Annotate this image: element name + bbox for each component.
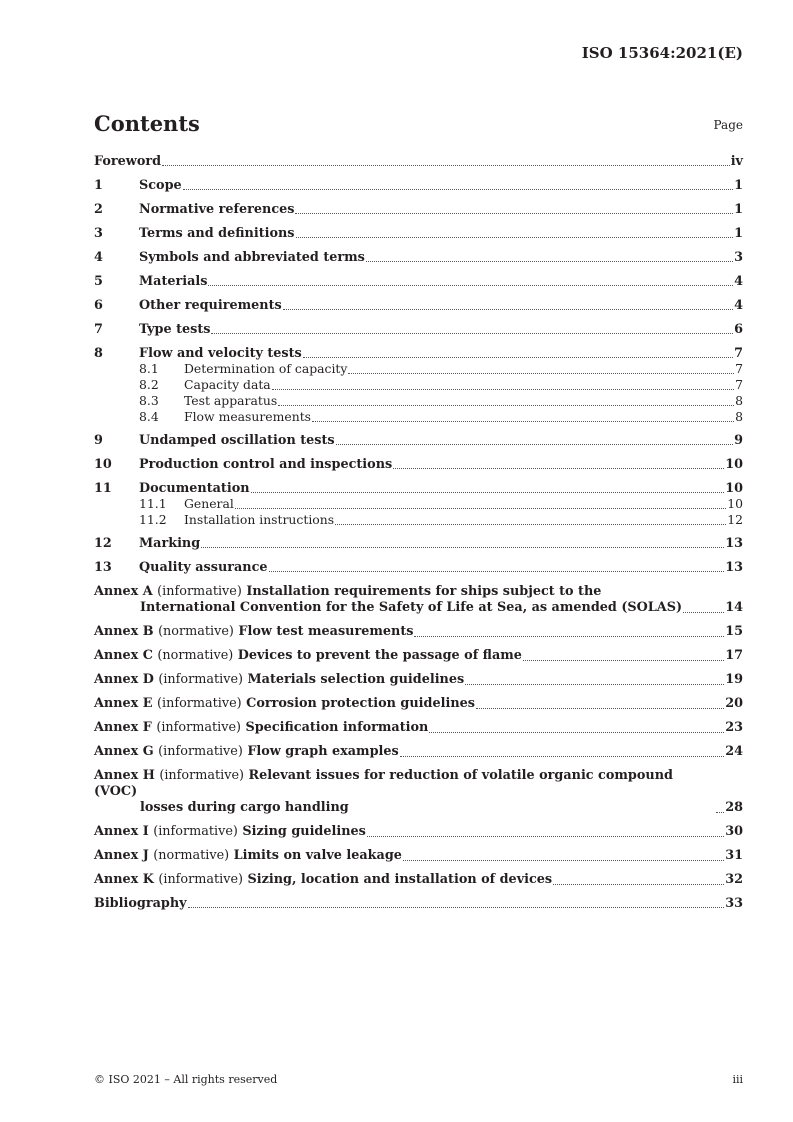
- page-column-label: Page: [713, 118, 743, 132]
- annex-type: (informative): [158, 744, 243, 759]
- leader-dots: [312, 421, 734, 422]
- leader-dots: [251, 492, 725, 493]
- toc-entry-annex-k[interactable]: [94, 872, 743, 888]
- leader-dots: [335, 524, 726, 525]
- clause-number: 13: [94, 560, 112, 575]
- leader-dots: [303, 357, 733, 358]
- toc-entry-subclause-8-4[interactable]: [94, 409, 743, 425]
- annex-type: (informative): [153, 824, 238, 839]
- toc-entry-annex-f[interactable]: [94, 720, 743, 736]
- annex-type: (informative): [157, 584, 242, 599]
- annex-label: Annex B: [94, 624, 154, 639]
- toc-entry-page: 1: [734, 178, 743, 193]
- annex-text: [94, 872, 552, 888]
- subclause-number: 8.3: [139, 393, 159, 408]
- leader-dots: [208, 285, 733, 286]
- subclause-number: 11.2: [139, 512, 167, 527]
- leader-dots: [523, 660, 724, 661]
- toc-entry-page: 1: [734, 226, 743, 241]
- leader-dots: [211, 333, 733, 334]
- toc-entry-page: 8: [735, 409, 743, 424]
- toc-entry-annex-h[interactable]: [94, 768, 743, 816]
- toc-entry-title: Capacity data: [184, 377, 271, 392]
- clause-number: 1: [94, 178, 103, 193]
- subclause-number: 11.1: [139, 496, 167, 511]
- annex-text: [94, 672, 464, 688]
- toc-entry-annex-b[interactable]: [94, 624, 743, 640]
- leader-dots: [367, 836, 724, 837]
- toc-entry-clause-3[interactable]: [94, 226, 743, 241]
- toc-entry-title: Type tests: [139, 322, 211, 337]
- toc-entry-title: Normative references: [139, 202, 295, 217]
- leader-dots: [295, 213, 733, 214]
- toc-entry-page: 10: [725, 481, 743, 496]
- annex-title-line1: Installation requirements for ships subject to the: [246, 584, 602, 599]
- annex-text: [94, 744, 399, 760]
- subclause-number: 8.2: [139, 377, 159, 392]
- leader-dots: [476, 708, 724, 709]
- page-title: Contents: [94, 111, 200, 136]
- toc-entry-page: 3: [734, 250, 743, 265]
- leader-dots: [465, 684, 724, 685]
- page-number: iii: [732, 1073, 743, 1086]
- toc-entry-annex-j[interactable]: [94, 848, 743, 864]
- leader-dots: [393, 468, 724, 469]
- toc-entry-clause-9[interactable]: [94, 433, 743, 448]
- leader-dots: [366, 261, 733, 262]
- annex-title-line2: International Convention for the Safety of Life at Sea, as amended (SOLAS): [140, 600, 682, 615]
- toc-entry-annex-d[interactable]: [94, 672, 743, 688]
- toc-entry-page: 7: [735, 361, 743, 376]
- toc-entry-page: 10: [725, 457, 743, 472]
- toc-entry-title: Bibliography: [94, 896, 187, 911]
- leader-dots: [201, 547, 724, 548]
- toc-entry-subclause-11-2[interactable]: [94, 512, 743, 528]
- clause-number: 9: [94, 433, 103, 448]
- toc-entry-page: 4: [734, 274, 743, 289]
- toc-entry-clause-7[interactable]: [94, 322, 743, 337]
- toc-entry-page: 6: [734, 322, 743, 337]
- toc-entry-page: 17: [725, 648, 743, 663]
- table-of-contents: [94, 154, 743, 911]
- leader-dots: [235, 508, 726, 509]
- leader-dots: [553, 884, 724, 885]
- annex-type: (informative): [159, 768, 245, 783]
- toc-entry-clause-8[interactable]: [94, 346, 743, 361]
- toc-entry-page: 13: [725, 560, 743, 575]
- toc-entry-title: Terms and definitions: [139, 226, 295, 241]
- toc-entry-clause-4[interactable]: [94, 250, 743, 265]
- toc-entry-page: 30: [725, 824, 743, 839]
- toc-entry-annex-i[interactable]: [94, 824, 743, 840]
- annex-title-line1: Relevant issues for reduction of volatile organic compound (VOC): [94, 768, 673, 799]
- toc-entry-title: Determination of capacity: [184, 361, 348, 376]
- annex-type: (informative): [158, 672, 244, 687]
- annex-type: (normative): [153, 848, 230, 863]
- leader-dots: [414, 636, 724, 637]
- annex-text: [94, 848, 402, 864]
- toc-entry-page: 14: [725, 600, 743, 615]
- annex-title: Flow graph examples: [247, 744, 399, 759]
- annex-title: Flow test measurements: [238, 624, 414, 639]
- leader-dots: [400, 756, 724, 757]
- toc-entry-clause-11[interactable]: [94, 481, 743, 496]
- toc-entry-title: Quality assurance: [139, 560, 268, 575]
- subclause-number: 8.1: [139, 361, 159, 376]
- annex-text: [94, 696, 475, 712]
- annex-title: Devices to prevent the passage of flame: [237, 648, 522, 663]
- leader-dots: [272, 389, 734, 390]
- toc-entry-page: 31: [725, 848, 743, 863]
- toc-entry-title: Production control and inspections: [139, 457, 393, 472]
- toc-entry-clause-13[interactable]: [94, 560, 743, 575]
- toc-entry-title: Other requirements: [139, 298, 282, 313]
- annex-label: Annex J: [94, 848, 149, 863]
- annex-type: (informative): [156, 720, 242, 735]
- toc-entry-subclause-8-3[interactable]: [94, 393, 743, 409]
- clause-number: 6: [94, 298, 103, 313]
- annex-label: Annex C: [94, 648, 153, 663]
- copyright-notice: © ISO 2021 – All rights reserved: [94, 1073, 278, 1086]
- toc-entry-foreword[interactable]: [94, 154, 743, 169]
- annex-type: (informative): [158, 872, 244, 887]
- clause-number: 10: [94, 457, 112, 472]
- leader-dots: [162, 165, 730, 166]
- annex-text: [94, 624, 413, 640]
- toc-entry-annex-g[interactable]: [94, 744, 743, 760]
- toc-entry-page: 12: [727, 512, 743, 527]
- toc-entry-annex-e[interactable]: [94, 696, 743, 712]
- annex-label: Annex K: [94, 872, 154, 887]
- leader-dots: [429, 732, 724, 733]
- annex-text: [94, 824, 366, 840]
- toc-entry-page: 33: [725, 896, 743, 911]
- annex-title: Limits on valve leakage: [233, 848, 402, 863]
- annex-title: Corrosion protection guidelines: [246, 696, 475, 711]
- annex-text: [94, 648, 522, 664]
- toc-entry-title: Flow measurements: [184, 409, 312, 424]
- toc-entry-clause-2[interactable]: [94, 202, 743, 217]
- toc-entry-title: Undamped oscillation tests: [139, 433, 335, 448]
- annex-label: Annex F: [94, 720, 152, 735]
- clause-number: 2: [94, 202, 103, 217]
- leader-dots: [183, 189, 733, 190]
- leader-dots: [348, 373, 734, 374]
- annex-title: Sizing, location and installation of devices: [247, 872, 553, 887]
- toc-entry-title: Foreword: [94, 154, 162, 169]
- toc-entry-page: 7: [735, 377, 743, 392]
- clause-number: 12: [94, 536, 112, 551]
- annex-title-line2: losses during cargo handling: [140, 800, 349, 815]
- annex-type: (normative): [158, 624, 234, 639]
- toc-entry-clause-6[interactable]: [94, 298, 743, 313]
- toc-entry-title: Documentation: [139, 481, 250, 496]
- toc-entry-page: 13: [725, 536, 743, 551]
- clause-number: 8: [94, 346, 103, 361]
- clause-number: 5: [94, 274, 103, 289]
- clause-number: 4: [94, 250, 103, 265]
- toc-entry-page: iv: [730, 154, 743, 169]
- annex-label: Annex G: [94, 744, 154, 759]
- toc-entry-page: 4: [734, 298, 743, 313]
- annex-type: (informative): [157, 696, 242, 711]
- leader-dots: [336, 444, 734, 445]
- leader-dots: [296, 237, 734, 238]
- toc-entry-page: 32: [725, 872, 743, 887]
- toc-entry-page: 15: [725, 624, 743, 639]
- subclause-number: 8.4: [139, 409, 159, 424]
- annex-type: (normative): [157, 648, 234, 663]
- toc-entry-page: 10: [727, 496, 743, 511]
- toc-entry-page: 19: [725, 672, 743, 687]
- toc-entry-title: General: [184, 496, 234, 511]
- leader-dots: [278, 405, 734, 406]
- toc-entry-clause-1[interactable]: [94, 178, 743, 193]
- toc-entry-title: Test apparatus: [184, 393, 278, 408]
- toc-entry-page: 9: [734, 433, 743, 448]
- toc-entry-title: Installation instructions: [184, 512, 335, 527]
- toc-entry-subclause-11-1[interactable]: [94, 496, 743, 512]
- toc-entry-page: 8: [735, 393, 743, 408]
- toc-entry-clause-10[interactable]: [94, 457, 743, 472]
- annex-title: Specification information: [245, 720, 429, 735]
- toc-entry-page: 7: [734, 346, 743, 361]
- leader-dots: [683, 612, 724, 613]
- toc-entry-bibliography[interactable]: [94, 896, 743, 911]
- leader-dots: [269, 571, 725, 572]
- toc-entry-title: Materials: [139, 274, 208, 289]
- clause-number: 7: [94, 322, 103, 337]
- annex-text: [94, 584, 682, 616]
- leader-dots: [283, 309, 733, 310]
- leader-dots: [188, 907, 725, 908]
- toc-entry-page: 23: [725, 720, 743, 735]
- annex-title: Sizing guidelines: [242, 824, 366, 839]
- annex-label: Annex D: [94, 672, 154, 687]
- toc-entry-title: Marking: [139, 536, 201, 551]
- toc-entry-title: Flow and velocity tests: [139, 346, 302, 361]
- annex-label: Annex A: [94, 584, 153, 599]
- toc-entry-title: Symbols and abbreviated terms: [139, 250, 365, 265]
- annex-title: Materials selection guidelines: [247, 672, 465, 687]
- toc-entry-subclause-8-1[interactable]: [94, 361, 743, 377]
- toc-entry-page: 28: [725, 800, 743, 815]
- toc-entry-subclause-8-2[interactable]: [94, 377, 743, 393]
- clause-number: 11: [94, 481, 112, 496]
- standard-id: ISO 15364:2021(E): [581, 44, 743, 62]
- toc-entry-clause-12[interactable]: [94, 536, 743, 551]
- annex-text: [94, 768, 715, 816]
- leader-dots: [716, 812, 724, 813]
- toc-entry-title: Scope: [139, 178, 182, 193]
- annex-label: Annex H: [94, 768, 155, 783]
- toc-entry-annex-a[interactable]: [94, 584, 743, 616]
- toc-entry-clause-5[interactable]: [94, 274, 743, 289]
- clause-number: 3: [94, 226, 103, 241]
- toc-entry-annex-c[interactable]: [94, 648, 743, 664]
- toc-entry-page: 24: [725, 744, 743, 759]
- toc-entry-page: 20: [725, 696, 743, 711]
- annex-label: Annex I: [94, 824, 149, 839]
- leader-dots: [403, 860, 724, 861]
- annex-label: Annex E: [94, 696, 153, 711]
- annex-text: [94, 720, 428, 736]
- toc-entry-page: 1: [734, 202, 743, 217]
